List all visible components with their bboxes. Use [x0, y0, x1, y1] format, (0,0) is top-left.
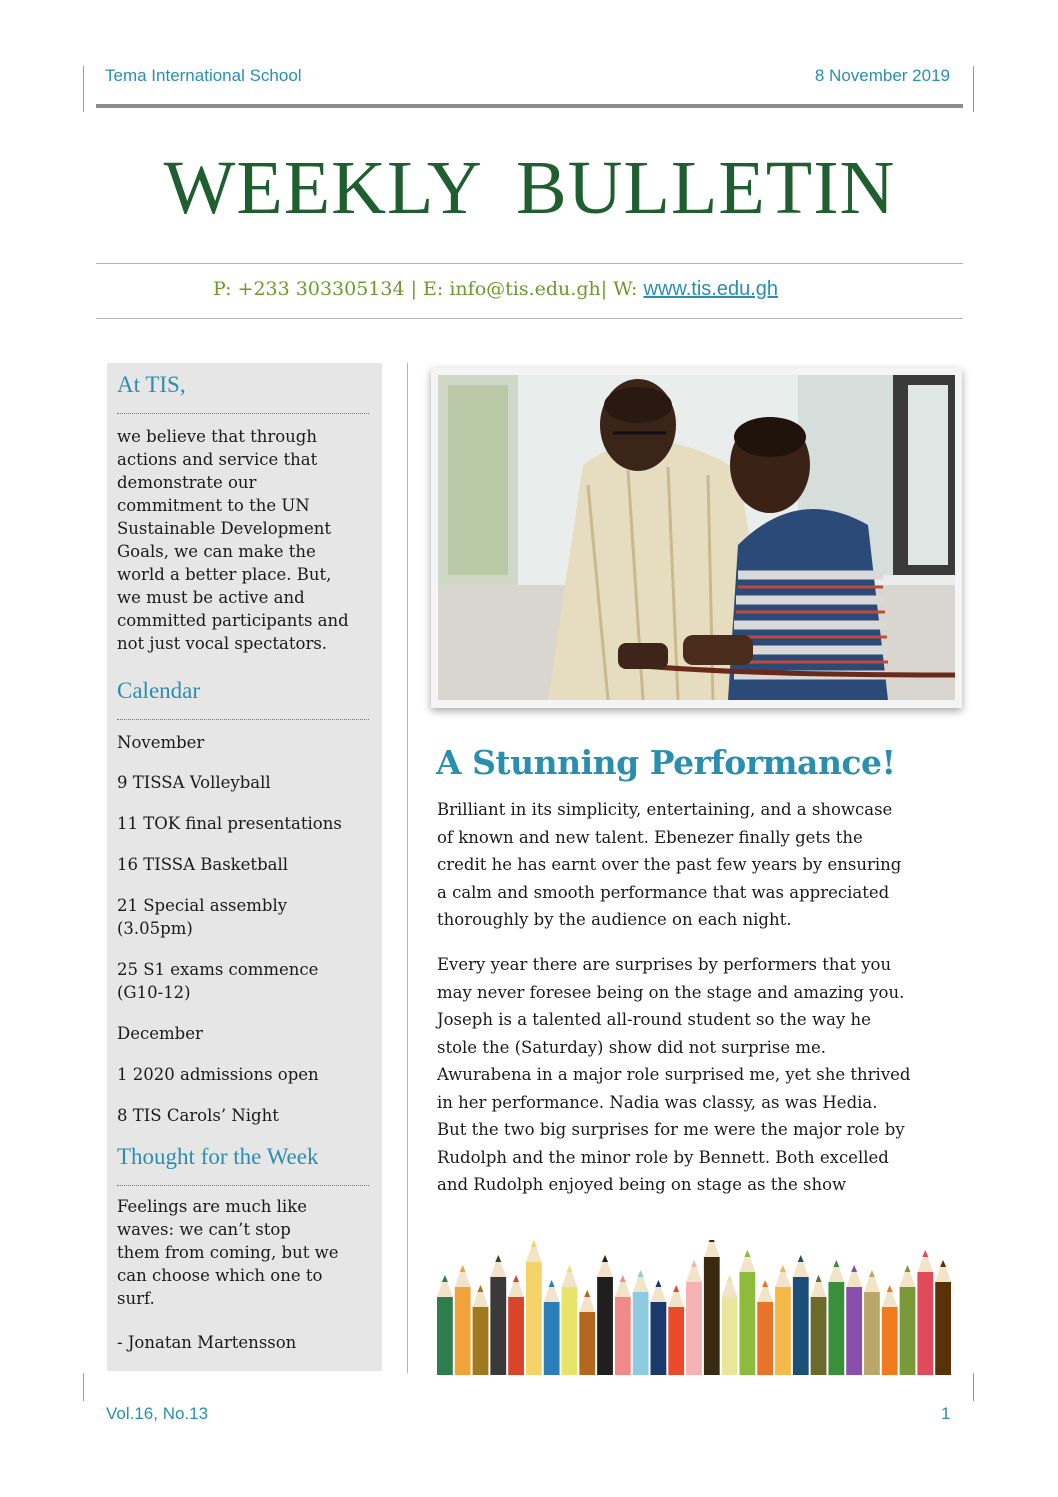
- pencil-lead: [691, 1260, 697, 1267]
- issue-date: 8 November 2019: [814, 66, 950, 85]
- volume-number: Vol.16, No.13: [106, 1404, 209, 1423]
- thought-line: surf.: [117, 1289, 155, 1308]
- music-lesson-illustration: [438, 375, 955, 700]
- bottom-left-rule: [83, 1373, 84, 1401]
- thought-author: - Jonatan Martensson: [117, 1333, 297, 1352]
- contact-line: [213, 278, 778, 301]
- calendar-heading: Calendar: [117, 678, 201, 703]
- pencil-body: [846, 1287, 862, 1375]
- pencil-lead: [584, 1290, 590, 1297]
- pencil-body: [615, 1297, 631, 1375]
- article-line: may never foresee being on the stage and amazing you.: [437, 982, 905, 1002]
- thought-line: can choose which one to: [117, 1266, 323, 1285]
- about-heading-underline: [117, 413, 369, 414]
- pencil-body: [793, 1277, 809, 1375]
- about-line: we must be active and: [117, 588, 305, 607]
- article-line: But the two big surprises for me were the major role by: [437, 1120, 905, 1139]
- bulletin-title: WEEKLY BULLETIN: [163, 146, 896, 230]
- about-line: committed participants and: [117, 611, 349, 630]
- contact-details: P: +233 303305134 | E: info@tis.edu.gh| W:: [213, 278, 644, 300]
- article-paragraph-1: [437, 796, 967, 934]
- about-line: world a better place. But,: [117, 565, 332, 584]
- calendar-event-detail: (G10-12): [117, 983, 191, 1002]
- thought-line: them from coming, but we: [117, 1243, 339, 1262]
- pencil-lead: [816, 1275, 822, 1282]
- top-left-rule: [83, 66, 84, 112]
- pencil-body: [828, 1282, 844, 1375]
- page-number: 1: [941, 1404, 951, 1423]
- article-paragraph-2: [437, 951, 967, 1199]
- pencil-body: [579, 1312, 595, 1375]
- pencil-lead: [762, 1280, 768, 1287]
- about-text: [117, 425, 375, 655]
- about-line: Sustainable Development: [117, 519, 331, 538]
- pencil-body: [722, 1297, 738, 1375]
- pencil-body: [562, 1287, 578, 1375]
- pencil-body: [864, 1292, 880, 1375]
- pencil-lead: [922, 1250, 928, 1257]
- pencil-body: [917, 1272, 933, 1375]
- article-line: Brilliant in its simplicity, entertaining, and a showcase: [437, 800, 893, 819]
- article-title: A Stunning Performance!: [436, 743, 896, 782]
- calendar-month: December: [117, 1024, 203, 1043]
- article-line: Every year there are surprises by performers that you: [437, 955, 892, 974]
- article-line: a calm and smooth performance that was appreciated: [437, 882, 890, 902]
- pencil-lead: [869, 1270, 875, 1277]
- pencil-body: [508, 1297, 524, 1375]
- calendar-event: 11 TOK final presentations: [117, 814, 342, 833]
- pencil-lead: [460, 1265, 466, 1272]
- article-line: credit he has earnt over the past few years by ensuring: [437, 855, 902, 874]
- pencil-lead: [744, 1250, 750, 1257]
- pencil-body: [473, 1307, 489, 1375]
- pencil-lead: [798, 1255, 804, 1262]
- about-heading: At TIS,: [117, 372, 186, 397]
- thought-heading-underline: [117, 1185, 369, 1186]
- article-line: stole the (Saturday) show did not surprise me.: [437, 1037, 827, 1057]
- article-line: thoroughly by the audience on each night.: [437, 910, 792, 929]
- pencil-body: [651, 1302, 667, 1375]
- pencil-body: [739, 1272, 755, 1375]
- about-line: not just vocal spectators.: [117, 634, 328, 653]
- calendar-heading-underline: [117, 719, 369, 720]
- thought-text: [117, 1195, 375, 1310]
- pencil-lead: [602, 1255, 608, 1262]
- header-divider: [96, 104, 963, 108]
- pencil-body: [704, 1257, 720, 1375]
- pencil-body: [544, 1302, 560, 1375]
- pencil-lead: [780, 1265, 786, 1272]
- pencil-lead: [495, 1255, 501, 1262]
- pencil-body: [437, 1297, 453, 1375]
- thought-heading: Thought for the Week: [117, 1144, 319, 1169]
- pencil-lead: [940, 1260, 946, 1267]
- pencil-lead: [673, 1285, 679, 1292]
- pencil-lead: [655, 1280, 661, 1287]
- article-line: Joseph is a talented all-round student so the way he: [437, 1010, 871, 1029]
- calendar-event: 8 TIS Carols’ Night: [117, 1106, 279, 1125]
- article-line: in her performance. Nadia was classy, as was Hedia.: [437, 1092, 878, 1112]
- contact-top-rule: [96, 263, 963, 264]
- article-line: of known and new talent. Ebenezer finally gets the: [437, 827, 863, 847]
- about-line: demonstrate our: [117, 473, 257, 492]
- pencil-body: [668, 1307, 684, 1375]
- article-line: and Rudolph enjoyed being on stage as the show: [437, 1175, 847, 1194]
- pencil-body: [757, 1302, 773, 1375]
- pencil-tip: [704, 1240, 720, 1257]
- top-right-rule: [973, 66, 974, 112]
- pencil-lead: [477, 1285, 483, 1292]
- school-name: Tema International School: [105, 66, 302, 85]
- pencil-lead: [833, 1260, 839, 1267]
- pencil-lead: [905, 1265, 911, 1272]
- pencil-body: [935, 1282, 951, 1375]
- pencil-body: [900, 1287, 916, 1375]
- pencil-body: [686, 1282, 702, 1375]
- about-line: Goals, we can make the: [117, 542, 316, 561]
- article-line: Rudolph and the minor role by Bennett. Both excelled: [437, 1147, 889, 1167]
- pencil-lead: [442, 1275, 448, 1282]
- contact-bottom-rule: [96, 318, 963, 319]
- pencil-lead: [638, 1270, 644, 1277]
- calendar-event: 9 TISSA Volleyball: [117, 773, 271, 792]
- calendar-event: 16 TISSA Basketball: [117, 855, 289, 874]
- pencil-body: [811, 1297, 827, 1375]
- pencil-lead: [513, 1275, 519, 1282]
- pencil-lead: [851, 1265, 857, 1272]
- pencil-body: [597, 1277, 613, 1375]
- pencil-lead: [620, 1275, 626, 1282]
- pencil-lead: [709, 1240, 715, 1242]
- calendar-event: 21 Special assembly: [117, 896, 288, 915]
- about-line: we believe that through: [117, 427, 317, 446]
- pencil-lead: [549, 1280, 555, 1287]
- thought-line: Feelings are much like: [117, 1197, 307, 1216]
- pencil-body: [882, 1307, 898, 1375]
- column-divider: [407, 363, 408, 1373]
- bottom-right-rule: [973, 1373, 974, 1401]
- pencil-body: [455, 1287, 471, 1375]
- article-line: Awurabena in a major role surprised me, yet she thrived: [437, 1065, 911, 1084]
- about-line: commitment to the UN: [117, 496, 310, 515]
- pencil-body: [775, 1287, 791, 1375]
- pencil-body: [633, 1292, 649, 1375]
- pencil-lead: [566, 1265, 572, 1272]
- calendar-month: November: [117, 733, 205, 752]
- calendar-event-detail: (3.05pm): [117, 919, 193, 938]
- pencil-lead: [887, 1285, 893, 1292]
- calendar-event: 1 2020 admissions open: [117, 1065, 319, 1084]
- website-link[interactable]: www.tis.edu.gh: [643, 278, 779, 300]
- pencil-body: [490, 1277, 506, 1375]
- pencil-lead: [531, 1240, 537, 1247]
- colored-pencils-illustration: [436, 1240, 952, 1375]
- music-lesson-photo: [438, 375, 955, 700]
- about-line: actions and service that: [117, 450, 318, 469]
- thought-line: waves: we can’t stop: [117, 1220, 291, 1239]
- calendar-event: 25 S1 exams commence: [117, 960, 319, 979]
- pencil-body: [526, 1262, 542, 1375]
- pencil-lead: [727, 1275, 733, 1282]
